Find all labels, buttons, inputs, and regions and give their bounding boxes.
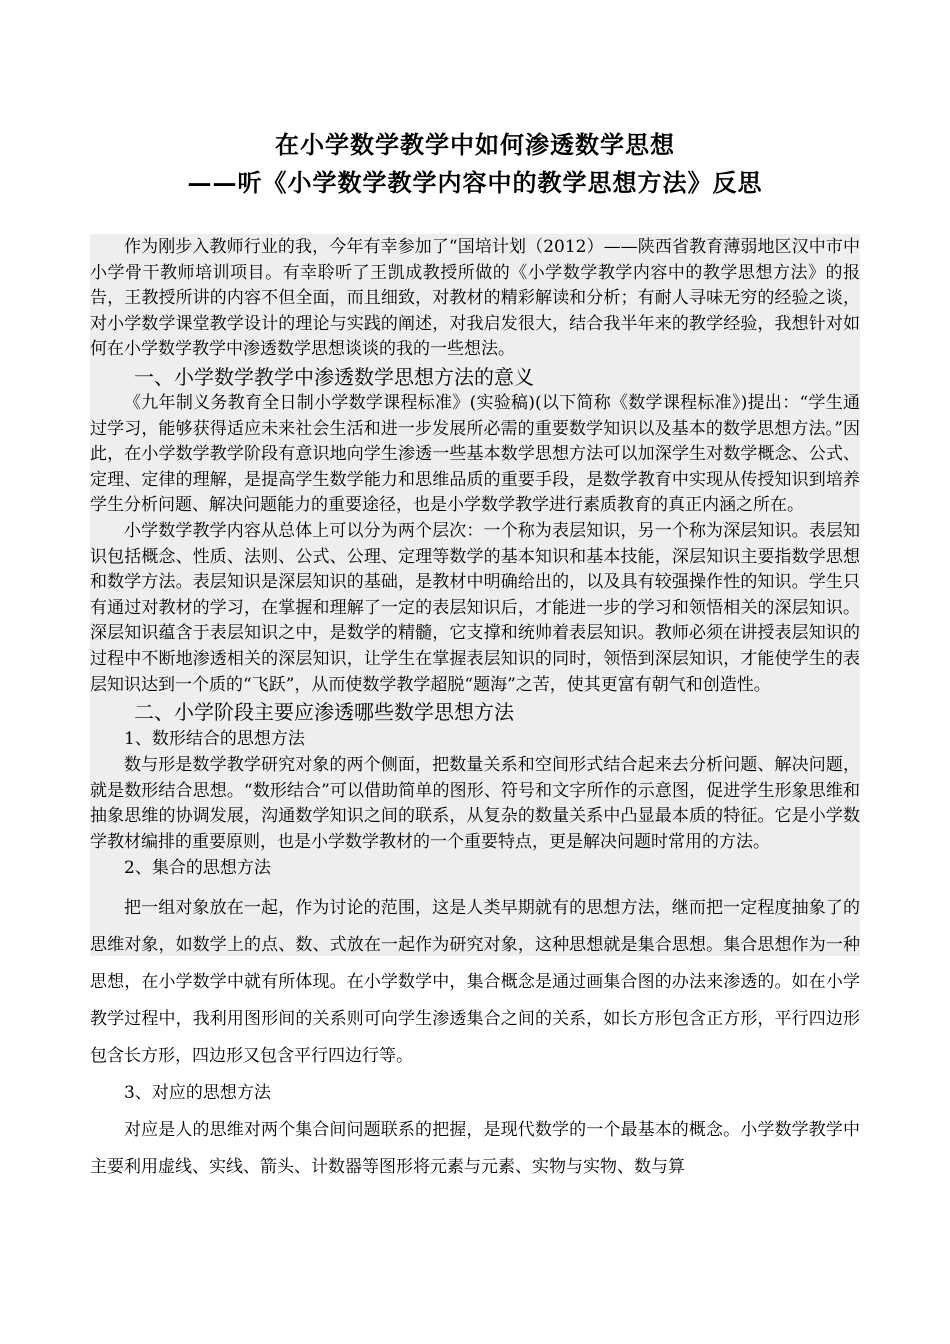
subsection-1-title: 1、数形结合的思想方法	[124, 729, 305, 750]
subsection-3-title: 3、对应的思想方法	[124, 1083, 271, 1104]
subsection-2-title: 2、集合的思想方法	[124, 858, 271, 879]
section-2-heading: 二、小学阶段主要应渗透哪些数学思想方法	[134, 700, 514, 725]
subsection-2-paragraph: 把一组对象放在一起，作为讨论的范围，这是人类早期就有的思想方法，继而把一定程度抽象了的思维对象，如数学上的点、数、式放在一起作为研究对象，这种思想就是集合思想。集合思想作为一种思想，在小学数学中就有所体现。在小学数学中，集合概念是通过画集合图的办法来渗透的。如在小学教学过程中，我利用图形间的关系则可向学生渗透集合之间的关系，如长方形包含正方形，平行四边形包含长方形，四边形又包含平行四边行等。	[90, 898, 860, 1067]
section-1-heading: 一、小学数学教学中渗透数学思想方法的意义	[134, 364, 534, 389]
subsection-1-paragraph: 数与形是数学教学研究对象的两个侧面，把数量关系和空间形式结合起来去分析问题、解决问题，就是数形结合思想。“数形结合”可以借助简单的图形、符号和文字所作的示意图，促进学生形象思维和抽象思维的协调发展，沟通数学知识之间的联系，从复杂的数量关系中凸显最本质的特征。它是小学数学教材编排的重要原则，也是小学数学教材的一个重要特点，更是解决问题时常用的方法。	[90, 755, 860, 852]
document-body	[90, 235, 860, 1186]
title-subtitle: ——听《小学数学教学内容中的教学思想方法》反思	[187, 168, 763, 197]
section-1-paragraph-2: 小学数学教学内容从总体上可以分为两个层次：一个称为表层知识，另一个称为深层知识。表层知识包括概念、性质、法则、公式、公理、定理等数学的基本知识和基本技能，深层知识主要指数学思想和数学方法。表层知识是深层知识的基础，是教材中明确给出的，以及具有较强操作性的知识。学生只有通过对教材的学习，在掌握和理解了一定的表层知识后，才能进一步的学习和领悟相关的深层知识。深层知识蕴含于表层知识之中，是数学的精髓，它支撑和统帅着表层知识。教师必须在讲授表层知识的过程中不断地渗透相关的深层知识，让学生在掌握表层知识的同时，领悟到深层知识，才能使学生的表层知识达到一个质的“飞跃”，从而使数学教学超脱“题海”之苦，使其更富有朝气和创造性。	[90, 520, 860, 695]
document-title	[0, 126, 950, 202]
section-1-paragraph-1: 《九年制义务教育全日制小学数学课程标准》(实验稿)(以下简称《数学课程标准》)提出：“学生通过学习，能够获得适应未来社会生活和进一步发展所必需的重要数学知识以及基本的数学思想方法。”因此，在小学数学教学阶段有意识地向学生渗透一些基本数学思想方法可以加深学生对数学概念、公式、定理、定律的理解，是提高学生数学能力和思维品质的重要手段，是数学教育中实现从传授知识到培养学生分析问题、解决问题能力的重要途径，也是小学数学教学进行素质教育的真正内涵之所在。	[90, 392, 860, 516]
intro-paragraph: 作为刚步入教师行业的我，今年有幸参加了“国培计划（2012）——陕西省教育薄弱地区汉中市中小学骨干教师培训项目。有幸聆听了王凯成教授所做的《小学数学教学内容中的教学思想方法》的报告，王教授所讲的内容不但全面，而且细致，对教材的精彩解读和分析；有耐人寻味无穷的经验之谈，对小学数学课堂教学设计的理论与实践的阐述，对我启发很大，结合我半年来的教学经验，我想针对如何在小学数学教学中渗透数学思想谈谈的我的一些想法。	[90, 237, 860, 360]
title-main: 在小学数学教学中如何渗透数学思想	[275, 130, 675, 159]
subsection-3-paragraph: 对应是人的思维对两个集合间问题联系的把握，是现代数学的一个最基本的概念。小学数学教学中主要利用虚线、实线、箭头、计数器等图形将元素与元素、实物与实物、数与算	[90, 1120, 860, 1178]
